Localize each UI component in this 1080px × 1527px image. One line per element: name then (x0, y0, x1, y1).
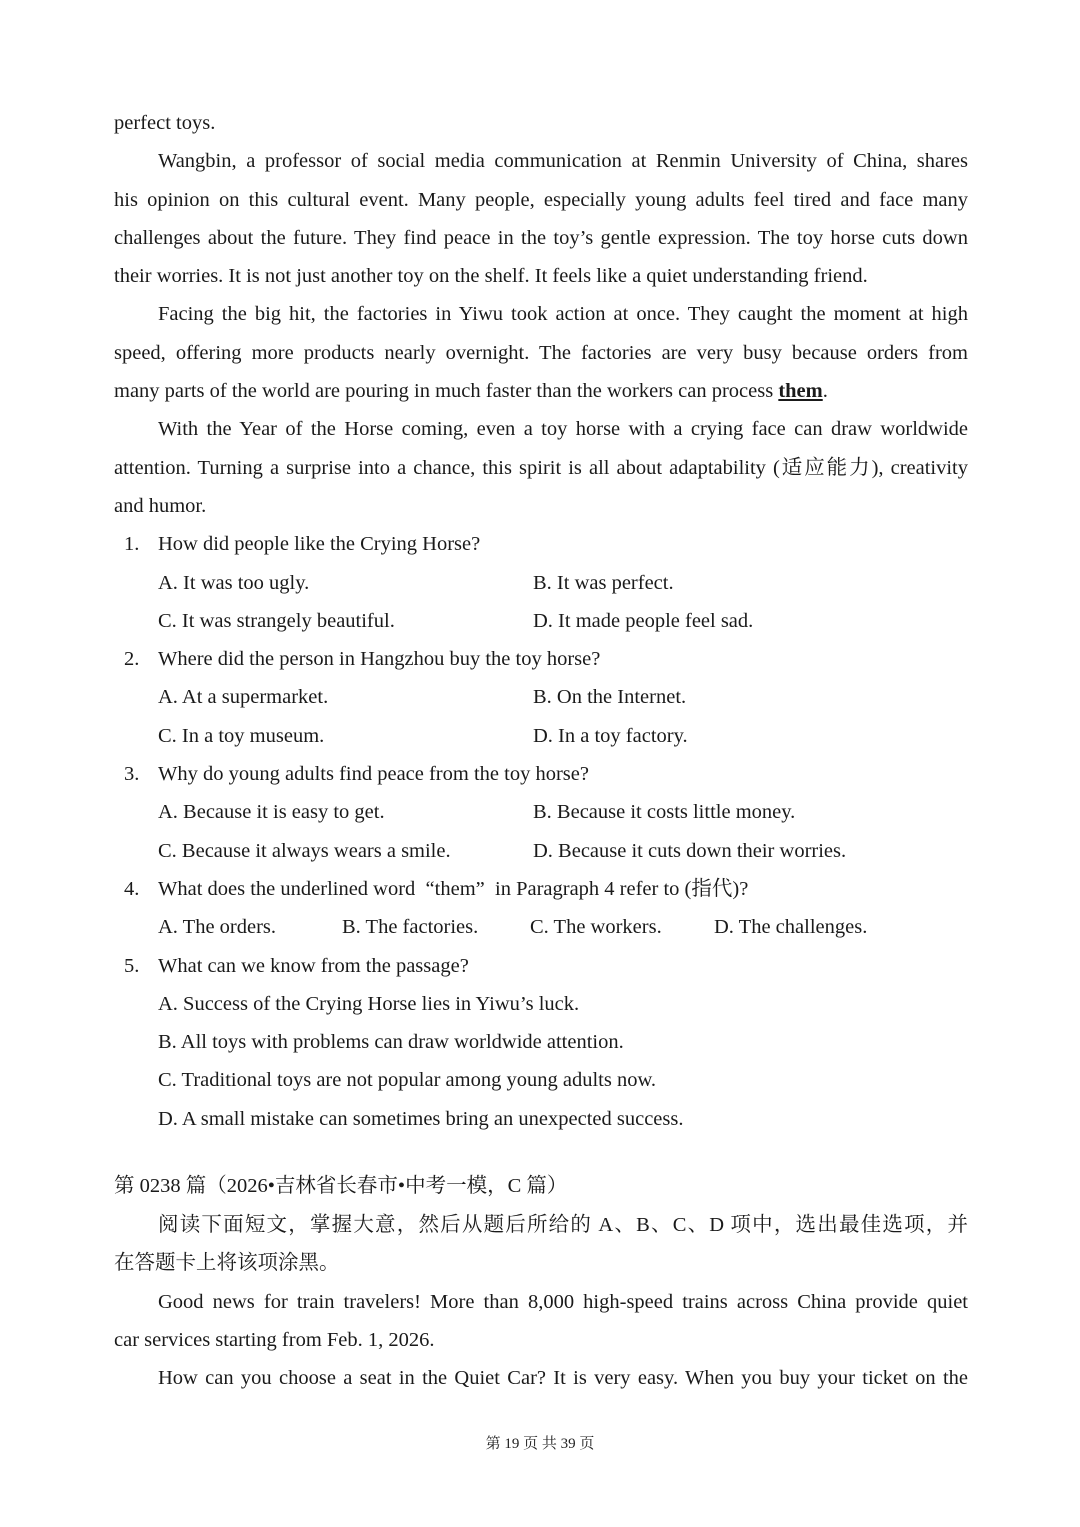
option-c: C. Because it always wears a smile. (158, 839, 451, 862)
option-b: B. All toys with problems can draw worldwide attention. (158, 1031, 624, 1054)
option-a: A. The orders. (158, 916, 277, 939)
question-2-options (114, 678, 968, 755)
text-fragment: . (822, 380, 828, 403)
question-number: 5. (124, 954, 140, 977)
option-c: C. Traditional toys are not popular among young adults now. (158, 1069, 657, 1092)
question-2 (114, 640, 968, 678)
text-line: perfect toys. (114, 112, 216, 134)
option-b: B. It was perfect. (533, 571, 674, 594)
question-3-options (114, 793, 968, 870)
text-line: his opinion on this cultural event. Many people, especially young adults feel tired and face many (114, 188, 968, 211)
page-footer: 第 19 页 共 39 页 (485, 1436, 595, 1452)
question-5 (114, 947, 968, 985)
section-paragraph-1 (114, 1283, 968, 1360)
option-b: B. On the Internet. (533, 686, 687, 709)
option-d: D. The challenges. (714, 916, 868, 939)
option-a: A. Because it is easy to get. (158, 801, 385, 824)
option-c: C. In a toy museum. (158, 724, 325, 747)
option-c: C. It was strangely beautiful. (158, 609, 395, 632)
option-a: A. At a supermarket. (158, 686, 329, 709)
text-line: 阅读下面短文，掌握大意，然后从题后所给的 A、B、C、D 项中，选出最佳选项，并 (158, 1214, 968, 1237)
option-a: A. It was too ugly. (158, 571, 310, 594)
option-b: B. The factories. (342, 916, 479, 939)
option-b: B. Because it costs little money. (533, 801, 796, 824)
text-line: 在答题卡上将该项涂黑。 (114, 1252, 340, 1275)
section-paragraph-2 (114, 1359, 968, 1397)
text-line: and humor. (114, 494, 207, 517)
text-line: challenges about the future. They find peace in the toy’s gentle expression. The toy horse cuts down (114, 226, 968, 249)
question-text: Where did the person in Hangzhou buy the toy horse? (158, 648, 601, 671)
option-d: D. It made people feel sad. (533, 609, 754, 632)
question-text: What can we know from the passage? (158, 954, 469, 977)
underlined-word: them (778, 380, 823, 403)
option-c: C. The workers. (530, 916, 662, 939)
question-number: 3. (124, 763, 140, 786)
text-fragment: many parts of the world are pouring in much faster than the workers can process (114, 380, 779, 403)
text-line: Facing the big hit, the factories in Yiwu took action at once. They caught the moment at high (158, 303, 968, 326)
paragraph-3 (114, 410, 968, 525)
option-a: A. Success of the Crying Horse lies in Yiwu’s luck. (158, 992, 580, 1015)
paragraph-0 (114, 104, 968, 142)
question-text: Why do young adults find peace from the toy horse? (158, 763, 589, 786)
question-text: What does the underlined word “them” in Paragraph 4 refer to (指代)? (158, 877, 749, 900)
text-line: How can you choose a seat in the Quiet Car? It is very easy. When you buy your ticket on the (158, 1367, 968, 1390)
text-line: car services starting from Feb. 1, 2026. (114, 1328, 435, 1351)
question-number: 2. (124, 648, 140, 671)
question-number: 1. (124, 533, 140, 556)
paragraph-2 (114, 295, 968, 410)
section-instruction (114, 1206, 968, 1283)
question-number: 4. (124, 877, 140, 900)
section-title: 第 0238 篇（2026•吉林省长春市•中考一模，C 篇） (114, 1175, 568, 1198)
option-d: D. A small mistake can sometimes bring an unexpected success. (158, 1107, 684, 1130)
text-line: their worries. It is not just another toy on the shelf. It feels like a quiet understanding friend. (114, 265, 868, 288)
question-1 (114, 525, 968, 563)
question-3 (114, 755, 968, 793)
text-line: Good news for train travelers! More than 8,000 high-speed trains across China provide quiet (158, 1290, 968, 1313)
paragraph-1 (114, 142, 968, 295)
text-line: Wangbin, a professor of social media communication at Renmin University of China, shares (158, 150, 968, 173)
text-line: With the Year of the Horse coming, even a toy horse with a crying face can draw worldwide (158, 418, 968, 441)
question-1-options (114, 564, 968, 641)
question-text: How did people like the Crying Horse? (158, 533, 481, 556)
option-d: D. Because it cuts down their worries. (533, 839, 847, 862)
question-4 (114, 870, 968, 908)
option-d: D. In a toy factory. (533, 724, 688, 747)
document-page (114, 104, 968, 1398)
question-4-options (114, 908, 968, 946)
text-line: speed, offering more products nearly overnight. The factories are very busy because orders from (114, 341, 968, 364)
text-line (114, 372, 968, 410)
text-line: attention. Turning a surprise into a chance, this spirit is all about adaptability (适应能力), creativity (114, 456, 968, 479)
